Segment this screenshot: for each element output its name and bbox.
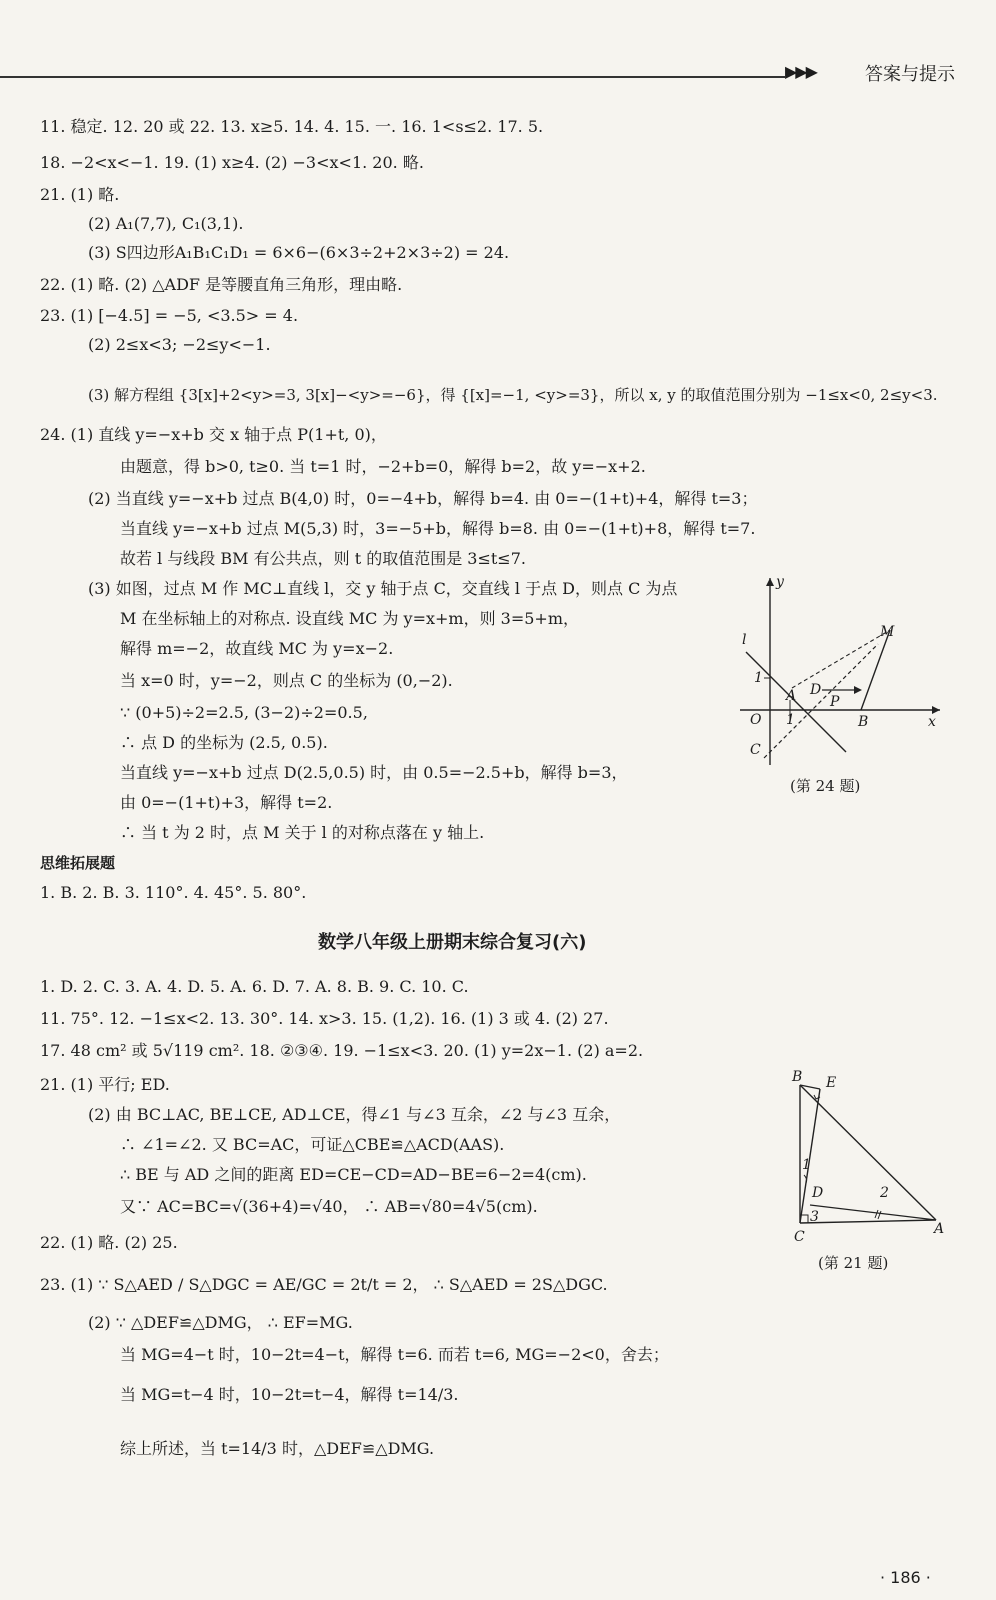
answer-line: 23. (1) ∵ S△AED / S△DGC = AE/GC = 2t/t = 2， ∴ S△AED = 2S△DGC. xyxy=(40,1275,608,1294)
fig24-label-x: x xyxy=(928,714,936,730)
answer-line: 解得 m=−2，故直线 MC 为 y=x−2. xyxy=(120,639,394,658)
fig21-label-two: 2 xyxy=(880,1185,889,1201)
answer-line: (3) 解方程组 {3[x]+2<y>=3, 3[x]−<y>=−6}，得 {[x]=−1, <y>=3}，所以 x, y 的取值范围分别为 −1≤x<0, 2≤y<3. xyxy=(88,386,938,404)
header-title: 答案与提示 xyxy=(865,64,955,85)
answer-line: 综上所述，当 t=14/3 时，△DEF≌△DMG. xyxy=(120,1439,435,1458)
answer-line: 22. (1) 略. (2) 25. xyxy=(40,1233,178,1252)
answer-line: (2) 当直线 y=−x+b 过点 B(4,0) 时，0=−4+b，解得 b=4. 由 0=−(1+t)+4，解得 t=3； xyxy=(88,489,758,508)
page-number: · 186 · xyxy=(880,1568,931,1587)
answer-line: (3) 如图，过点 M 作 MC⊥直线 l，交 y 轴于点 C，交直线 l 于点 D，则点 C 为点 xyxy=(88,579,678,598)
fig24-label-C: C xyxy=(750,742,761,758)
fig21-label-A: A xyxy=(934,1221,945,1237)
answer-line: 由 0=−(1+t)+3，解得 t=2. xyxy=(120,793,333,812)
answer-line: 11. 75°. 12. −1≤x<2. 13. 30°. 14. x>3. 15. (1,2). 16. (1) 3 或 4. (2) 27. xyxy=(40,1009,609,1028)
answer-line: (2) ∵ △DEF≌△DMG， ∴ EF=MG. xyxy=(88,1313,353,1332)
answer-line: 23. (1) [−4.5] = −5, <3.5> = 4. xyxy=(40,306,299,325)
answer-line: 24. (1) 直线 y=−x+b 交 x 轴于点 P(1+t, 0)， xyxy=(40,425,387,444)
figure-21-diagram xyxy=(780,1065,960,1250)
header-arrows: ▶▶▶ xyxy=(785,62,816,81)
answer-line: ∴ ∠1=∠2. 又 BC=AC，可证△CBE≌△ACD(AAS). xyxy=(120,1135,505,1154)
answer-line: 当 x=0 时，y=−2，则点 C 的坐标为 (0,−2). xyxy=(120,671,453,690)
answer-line: (2) A₁(7,7), C₁(3,1). xyxy=(88,214,244,233)
answer-line: 21. (1) 略. xyxy=(40,185,120,204)
fig21-label-one: 1 xyxy=(802,1157,811,1173)
fig24-label-l: l xyxy=(742,632,747,648)
fig24-label-y: y xyxy=(776,574,784,590)
answer-line: 11. 稳定. 12. 20 或 22. 13. x≥5. 14. 4. 15. 一. 16. 1<s≤2. 17. 5. xyxy=(40,117,544,136)
answer-line: M 在坐标轴上的对称点. 设直线 MC 为 y=x+m，则 3=5+m， xyxy=(120,609,580,628)
answer-line: 17. 48 cm² 或 5√119 cm². 18. ②③④. 19. −1≤x<3. 20. (1) y=2x−1. (2) a=2. xyxy=(40,1041,644,1060)
answer-line: ∵ (0+5)÷2=2.5, (3−2)÷2=0.5, xyxy=(120,703,368,722)
answer-line: ∴ 点 D 的坐标为 (2.5, 0.5). xyxy=(120,733,328,752)
answer-line: (2) 2≤x<3; −2≤y<−1. xyxy=(88,335,271,354)
fig21-label-E: E xyxy=(826,1075,837,1091)
fig24-label-O: O xyxy=(750,712,762,728)
fig24-label-M: M xyxy=(880,624,895,640)
fig21-label-D: D xyxy=(812,1185,824,1201)
answer-line: 当直线 y=−x+b 过点 D(2.5,0.5) 时，由 0.5=−2.5+b，解得 b=3， xyxy=(120,763,628,782)
answer-line: ∴ 当 t 为 2 时，点 M 关于 l 的对称点落在 y 轴上. xyxy=(120,823,485,842)
answer-line: (2) 由 BC⊥AC, BE⊥CE, AD⊥CE，得∠1 与∠3 互余，∠2 与∠3 互余， xyxy=(88,1105,621,1124)
answer-line: (3) S四边形A₁B₁C₁D₁ = 6×6−(6×3÷2+2×3÷2) = 24. xyxy=(88,243,510,262)
fig21-label-B: B xyxy=(792,1069,803,1085)
figure-24-diagram xyxy=(730,570,950,770)
fig24-label-D: D xyxy=(810,682,822,698)
fig24-label-A: A xyxy=(786,688,797,704)
fig21-label-C: C xyxy=(794,1229,805,1245)
answer-line: 18. −2<x<−1. 19. (1) x≥4. (2) −3<x<1. 20. 略. xyxy=(40,153,424,172)
answer-line: 1. B. 2. B. 3. 110°. 4. 45°. 5. 80°. xyxy=(40,883,307,902)
answer-line: 当 MG=4−t 时，10−2t=4−t，解得 t=6. 而若 t=6, MG=−2<0，舍去； xyxy=(120,1345,669,1364)
answer-line: 1. D. 2. C. 3. A. 4. D. 5. A. 6. D. 7. A. 8. B. 9. C. 10. C. xyxy=(40,977,469,996)
figure-24-caption: (第 24 题) xyxy=(790,777,861,795)
answer-line: 22. (1) 略. (2) △ADF 是等腰直角三角形，理由略. xyxy=(40,275,403,294)
fig24-label-one-y: 1 xyxy=(754,670,763,686)
answer-line: 故若 l 与线段 BM 有公共点，则 t 的取值范围是 3≤t≤7. xyxy=(120,549,526,568)
answer-line: 又∵ AC=BC=√(36+4)=√40， ∴ AB=√80=4√5(cm). xyxy=(120,1197,538,1216)
fig24-label-one-x: 1 xyxy=(786,712,795,728)
answer-line: ∴ BE 与 AD 之间的距离 ED=CE−CD=AD−BE=6−2=4(cm). xyxy=(120,1165,587,1184)
fig21-label-three: 3 xyxy=(810,1209,819,1225)
header-rule xyxy=(0,76,785,78)
section-extension-heading: 思维拓展题 xyxy=(40,854,116,872)
fig24-label-P: P xyxy=(830,694,840,710)
section-title: 数学八年级上册期末综合复习(六) xyxy=(318,932,587,953)
answer-line: 当直线 y=−x+b 过点 M(5,3) 时，3=−5+b，解得 b=8. 由 0=−(1+t)+8，解得 t=7. xyxy=(120,519,756,538)
answer-line: 由题意，得 b>0, t≥0. 当 t=1 时，−2+b=0，解得 b=2，故 y=−x+2. xyxy=(120,457,646,476)
figure-21-caption: (第 21 题) xyxy=(818,1254,889,1272)
answer-line: 当 MG=t−4 时，10−2t=t−4，解得 t=14/3. xyxy=(120,1385,459,1404)
fig24-label-B: B xyxy=(858,714,869,730)
answer-line: 21. (1) 平行; ED. xyxy=(40,1075,170,1094)
